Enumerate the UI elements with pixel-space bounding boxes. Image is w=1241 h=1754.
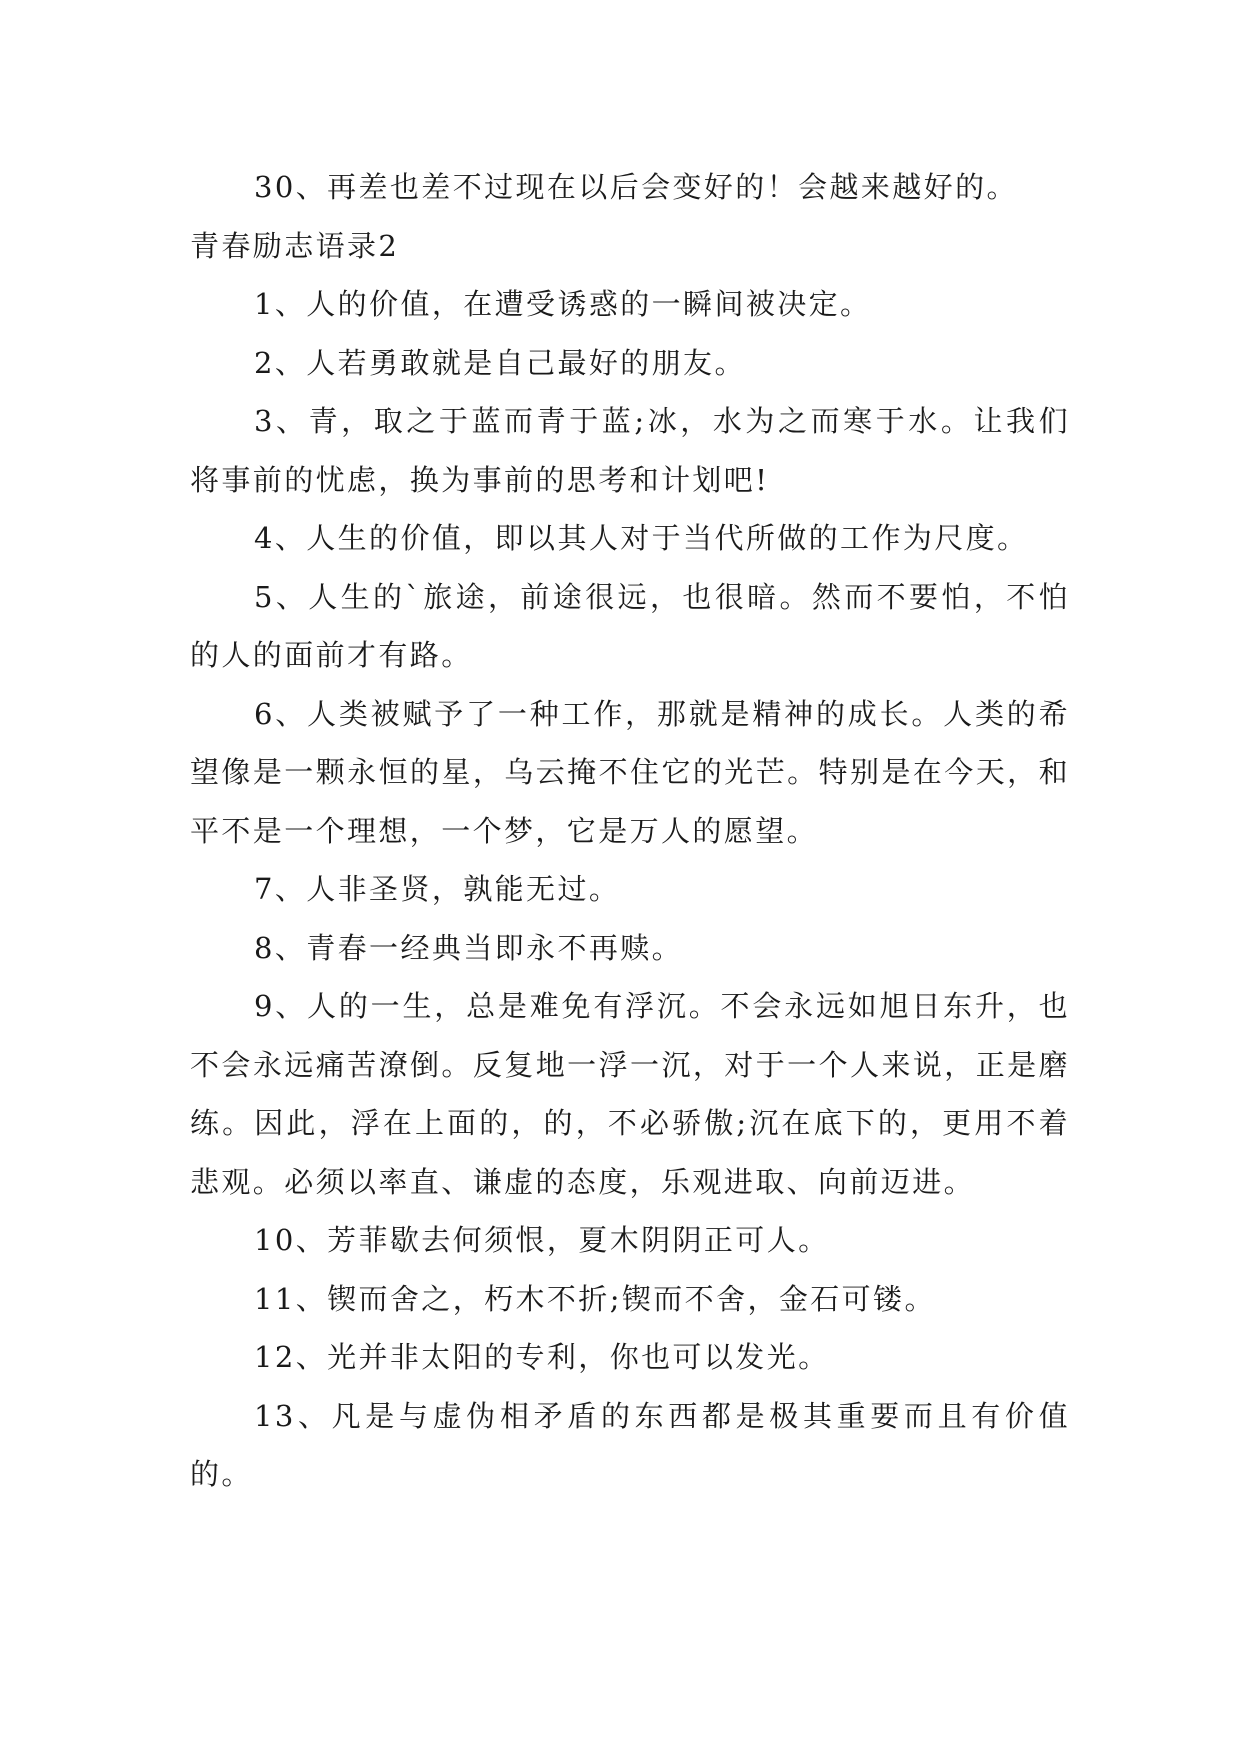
document-body	[190, 158, 1070, 1504]
paragraph: 4、人生的价值，即以其人对于当代所做的工作为尺度。	[254, 521, 1029, 555]
paragraph: 2、人若勇敢就是自己最好的朋友。	[254, 345, 746, 380]
paragraph: 1、人的价值，在遭受诱惑的一瞬间被决定。	[254, 287, 872, 321]
paragraph: 8、青春一经典当即永不再赎。	[254, 930, 684, 965]
paragraph: 10、芳菲歇去何须恨，夏木阴阴正可人。	[254, 1223, 830, 1257]
paragraph: 9、人的一生，总是难免有浮沉。不会永远如旭日东升，也不会永远痛苦潦倒。反复地一浮一沉，对于一个人来说，正是磨练。因此，浮在上面的，的，不必骄傲;沉在底下的，更用不着悲观。必须以率直、谦虚的态度，乐观进取、向前迈进。	[190, 989, 1070, 1199]
paragraph: 6、人类被赋予了一种工作，那就是精神的成长。人类的希望像是一颗永恒的星，乌云掩不住它的光芒。特别是在今天，和平不是一个理想，一个梦，它是万人的愿望。	[190, 696, 1070, 848]
paragraph: 13、凡是与虚伪相矛盾的东西都是极其重要而且有价值的。	[190, 1398, 1070, 1491]
paragraph: 7、人非圣贤，孰能无过。	[254, 872, 621, 906]
paragraph: 11、锲而舍之，朽木不折;锲而不舍，金石可镂。	[254, 1281, 936, 1316]
paragraph: 12、光并非太阳的专利，你也可以发光。	[254, 1340, 830, 1374]
paragraph: 3、青，取之于蓝而青于蓝;冰，水为之而寒于水。让我们将事前的忧虑，换为事前的思考和计划吧!	[190, 404, 1070, 497]
section-heading: 青春励志语录2	[190, 228, 400, 263]
paragraph: 5、人生的`旅途，前途很远，也很暗。然而不要怕，不怕的人的面前才有路。	[190, 579, 1070, 672]
paragraph: 30、再差也差不过现在以后会变好的！会越来越好的。	[254, 170, 1018, 204]
